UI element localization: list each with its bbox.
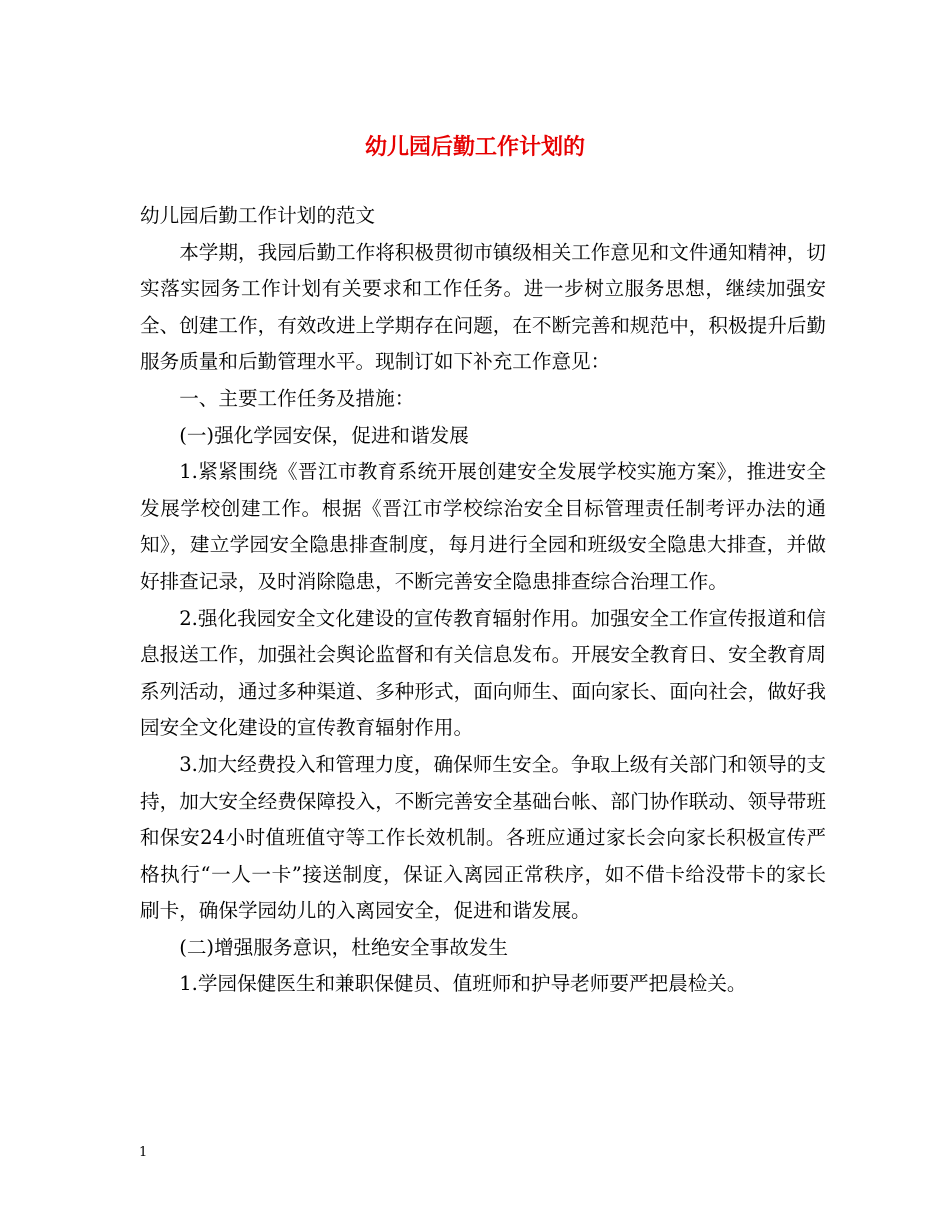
section-heading-1: 一、主要工作任务及措施：: [179, 386, 415, 410]
paragraph-item-4: 1.学园保健医生和兼职保健员、值班师和护导老师要严把晨检关。: [179, 972, 747, 996]
paragraph-intro: 本学期，我园后勤工作将积极贯彻市镇级相关工作意见和文件通知精神，切实落实园务工作计划有关要求和工作任务。进一步树立服务思想，继续加强安全、创建工作，有效改进上学期存在问题，在不断完善和规范中，积极提升后勤服务质量和后勤管理水平。现制订如下补充工作意见：: [140, 240, 826, 374]
document-body: [140, 198, 826, 1003]
page-number: 1: [139, 1145, 148, 1160]
paragraph-item-3: 3.加大经费投入和管理力度，确保师生安全。争取上级有关部门和领导的支持，加大安全经费保障投入，不断完善安全基础台帐、部门协作联动、领导带班和保安24小时值班值守等工作长效机制。各班应通过家长会向家长积极宣传严格执行“一人一卡”接送制度，保证入离园正常秩序，如不借卡给没带卡的家长刷卡，确保学园幼儿的入离园安全，促进和谐发展。: [140, 752, 826, 923]
paragraph-subtitle: 幼儿园后勤工作计划的范文: [140, 204, 376, 227]
document-title: 幼儿园后勤工作计划的: [364, 134, 585, 160]
paragraph-item-2: 2.强化我园安全文化建设的宣传教育辐射作用。加强安全工作宣传报道和信息报送工作，加强社会舆论监督和有关信息发布。开展安全教育日、安全教育周系列活动，通过多种渠道、多种形式，面向师生、面向家长、面向社会，做好我园安全文化建设的宣传教育辐射作用。: [140, 606, 826, 740]
paragraph-item-1: 1.紧紧围绕《晋江市教育系统开展创建安全发展学校实施方案》，推进安全发展学校创建工作。根据《晋江市学校综治安全目标管理责任制考评办法的通知》，建立学园安全隐患排查制度，每月进行全园和班级安全隐患大排查，并做好排查记录，及时消除隐患，不断完善安全隐患排查综合治理工作。: [140, 460, 826, 593]
subsection-heading-2: (二)增强服务意识，杜绝安全事故发生: [179, 935, 508, 959]
subsection-heading-1: (一)强化学园安保，促进和谐发展: [179, 423, 469, 447]
